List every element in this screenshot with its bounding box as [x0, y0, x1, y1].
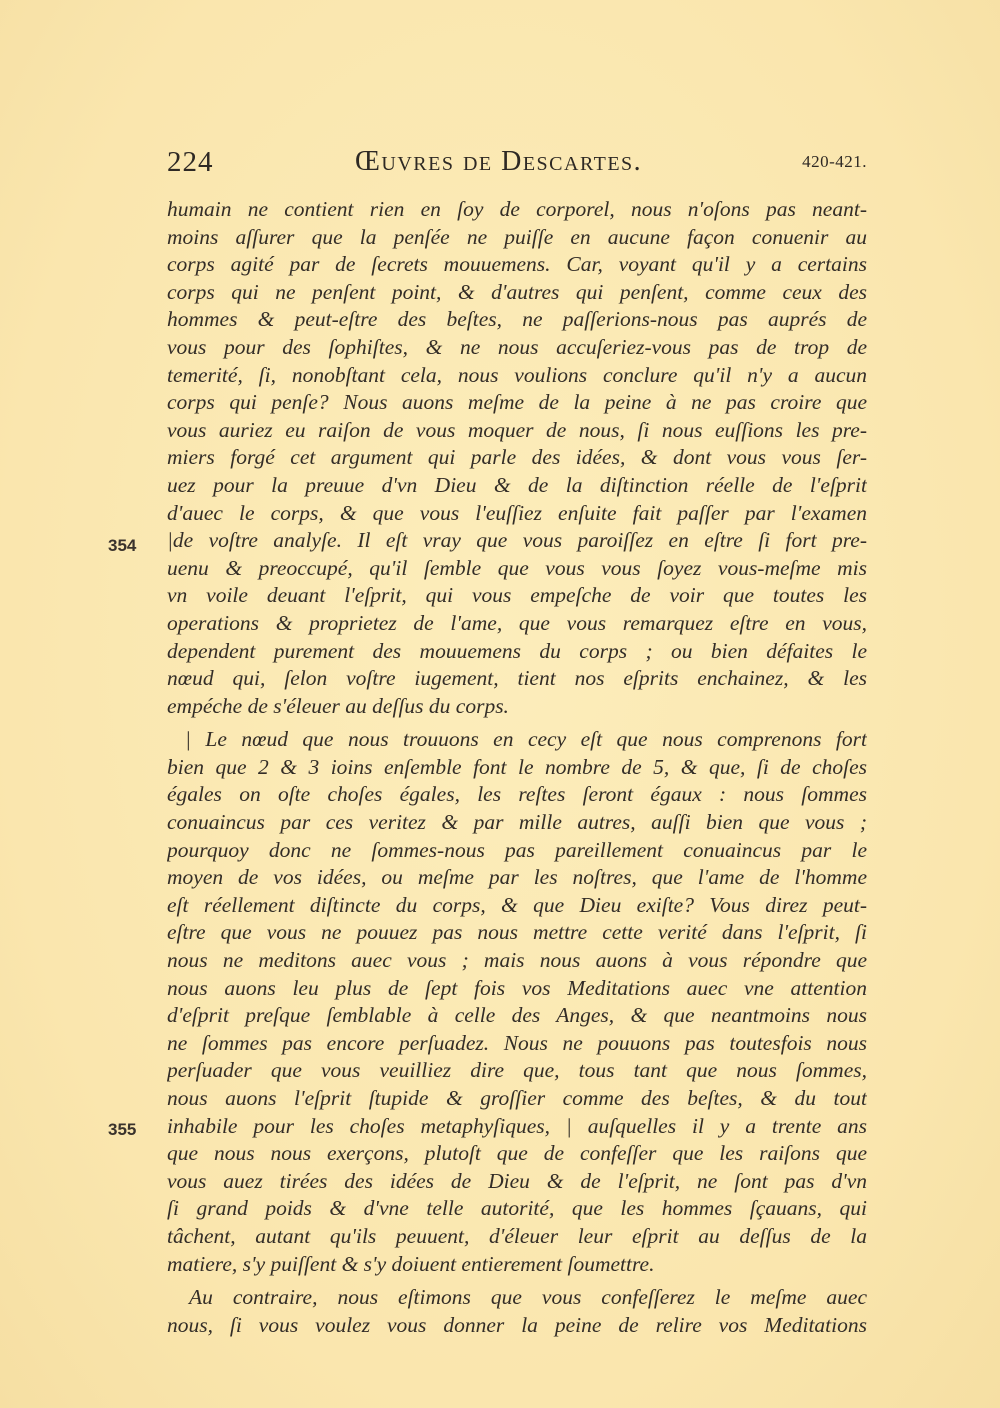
- text-line: uenu & preoccupé, qu'il ſemble que vous vous ſoyez vous-meſme mis: [167, 555, 867, 580]
- text-line: nous ne meditons auec vous ; mais nous auons à vous répondre que: [167, 948, 867, 973]
- text-line: vn voile deuant l'eſprit, qui vous empeſche de voir que toutes les: [167, 583, 867, 608]
- text-line: d'auec le corps, & que vous l'euſſiez enſuite fait paſſer par l'examen: [167, 500, 867, 525]
- text-line: conuaincus par ces veritez & par mille autres, auſſi bien que vous ;: [167, 810, 867, 835]
- text-line: moins aſſurer que la penſée ne puiſſe en aucune façon conuenir au: [167, 224, 867, 249]
- text-line: vous auriez eu raiſon de vous moquer de nous, ſi nous euſſions les pre-: [167, 417, 867, 442]
- text-line: vous auez tirées des idées de Dieu & de l'eſprit, ne ſont pas d'vn: [167, 1168, 867, 1193]
- text-line: égales on oſte choſes égales, les reſtes ſeront égaux : nous ſommes: [167, 782, 867, 807]
- text-line: moyen de vos idées, ou meſme par les noſtres, que l'ame de l'homme: [167, 865, 867, 890]
- text-line: tâchent, autant qu'ils peuuent, d'éleuer leur eſprit au deſſus de la: [167, 1223, 867, 1248]
- page-number: 224: [167, 146, 214, 178]
- running-title: Œuvres de Descartes.: [355, 146, 643, 177]
- page-range: 420-421.: [802, 152, 867, 171]
- text-line: uez pour la preuue d'vn Dieu & de la diſtinction réelle de l'eſprit: [167, 472, 867, 497]
- text-line: ſi grand poids & d'vne telle autorité, que les hommes ſçauans, qui: [167, 1196, 867, 1221]
- text-line: corps qui penſe? Nous auons meſme de la peine à ne pas croire que: [167, 390, 867, 415]
- text-line: d'eſprit preſque ſemblable à celle des Anges, & que neantmoins nous: [167, 1003, 867, 1028]
- text-line: dependent purement des mouuemens du corps ; ou bien défaites le: [167, 638, 867, 663]
- text-line: nous auons leu plus de ſept fois vos Meditations auec vne attention: [167, 975, 867, 1000]
- text-line: empéche de s'éleuer au deſſus du corps.: [167, 693, 509, 718]
- paragraph: [167, 1284, 867, 1339]
- text-line: que nous nous exerçons, plutoſt que de confeſſer que les raiſons que: [167, 1141, 867, 1166]
- text-line: ne ſommes pas encore perſuadez. Nous ne pouuons pas toutesfois nous: [167, 1030, 867, 1055]
- text-line: eſt réellement diſtincte du corps, & que Dieu exiſte? Vous direz peut-: [167, 892, 867, 917]
- paragraph: [167, 726, 867, 1278]
- text-line: nœud qui, ſelon voſtre iugement, tient nos eſprits enchainez, & les: [167, 666, 867, 691]
- text-line: operations & proprietez de l'ame, que vous remarquez eſtre en vous,: [167, 610, 867, 635]
- text-line: hommes & peut-eſtre des beſtes, ne paſſerions-nous pas auprés de: [167, 307, 867, 332]
- text-line: pourquoy donc ne ſommes-nous pas pareillement conuaincus par le: [167, 837, 867, 862]
- text-line: perſuader que vous veuilliez dire que, tous tant que nous ſommes,: [167, 1058, 867, 1083]
- text-line: nous auons l'eſprit ſtupide & groſſier comme des beſtes, & du tout: [167, 1086, 867, 1110]
- margin-line-number: 355: [108, 1120, 137, 1139]
- text-line: miers forgé cet argument qui parle des idées, & dont vous vous ſer-: [167, 445, 867, 470]
- text-line: vous pour des ſophiſtes, & ne nous accuſeriez-vous pas de trop de: [167, 334, 867, 359]
- page-header: [167, 146, 867, 186]
- text-line: temerité, ſi, nonobſtant cela, nous voulions conclure qu'il n'y a aucun: [167, 362, 867, 387]
- text-line: |de voſtre analyſe. Il eſt vray que vous paroiſſez en eſtre ſi fort pre-: [167, 528, 867, 553]
- text-line: eſtre que vous ne pouuez pas nous mettre cette verité dans l'eſprit, ſi: [167, 920, 867, 945]
- text-line: corps agité par de ſecrets mouuemens. Car, voyant qu'il y a certains: [167, 252, 867, 277]
- margin-line-number: 354: [108, 536, 137, 555]
- text-line: nous, ſi vous voulez vous donner la peine de relire vos Meditations: [167, 1312, 867, 1337]
- text-line: matiere, s'y puiſſent & s'y doiuent entierement ſoumettre.: [167, 1251, 655, 1276]
- text-line: corps qui ne penſent point, & d'autres qui penſent, comme ceux des: [167, 279, 867, 304]
- text-line: Au contraire, nous eſtimons que vous confeſſerez le meſme auec: [189, 1285, 867, 1310]
- text-line: humain ne contient rien en ſoy de corporel, nous n'oſons pas neant-: [167, 197, 867, 221]
- body-text: [167, 196, 867, 1339]
- text-line: | Le nœud que nous trouuons en cecy eſt que nous comprenons fort: [185, 727, 867, 752]
- text-line: bien que 2 & 3 ioins enſemble font le nombre de 5, & que, ſi de choſes: [167, 754, 867, 779]
- text-line: inhabile pour les choſes metaphyſiques, | auſquelles il y a trente ans: [167, 1113, 867, 1138]
- paragraph: [167, 196, 867, 720]
